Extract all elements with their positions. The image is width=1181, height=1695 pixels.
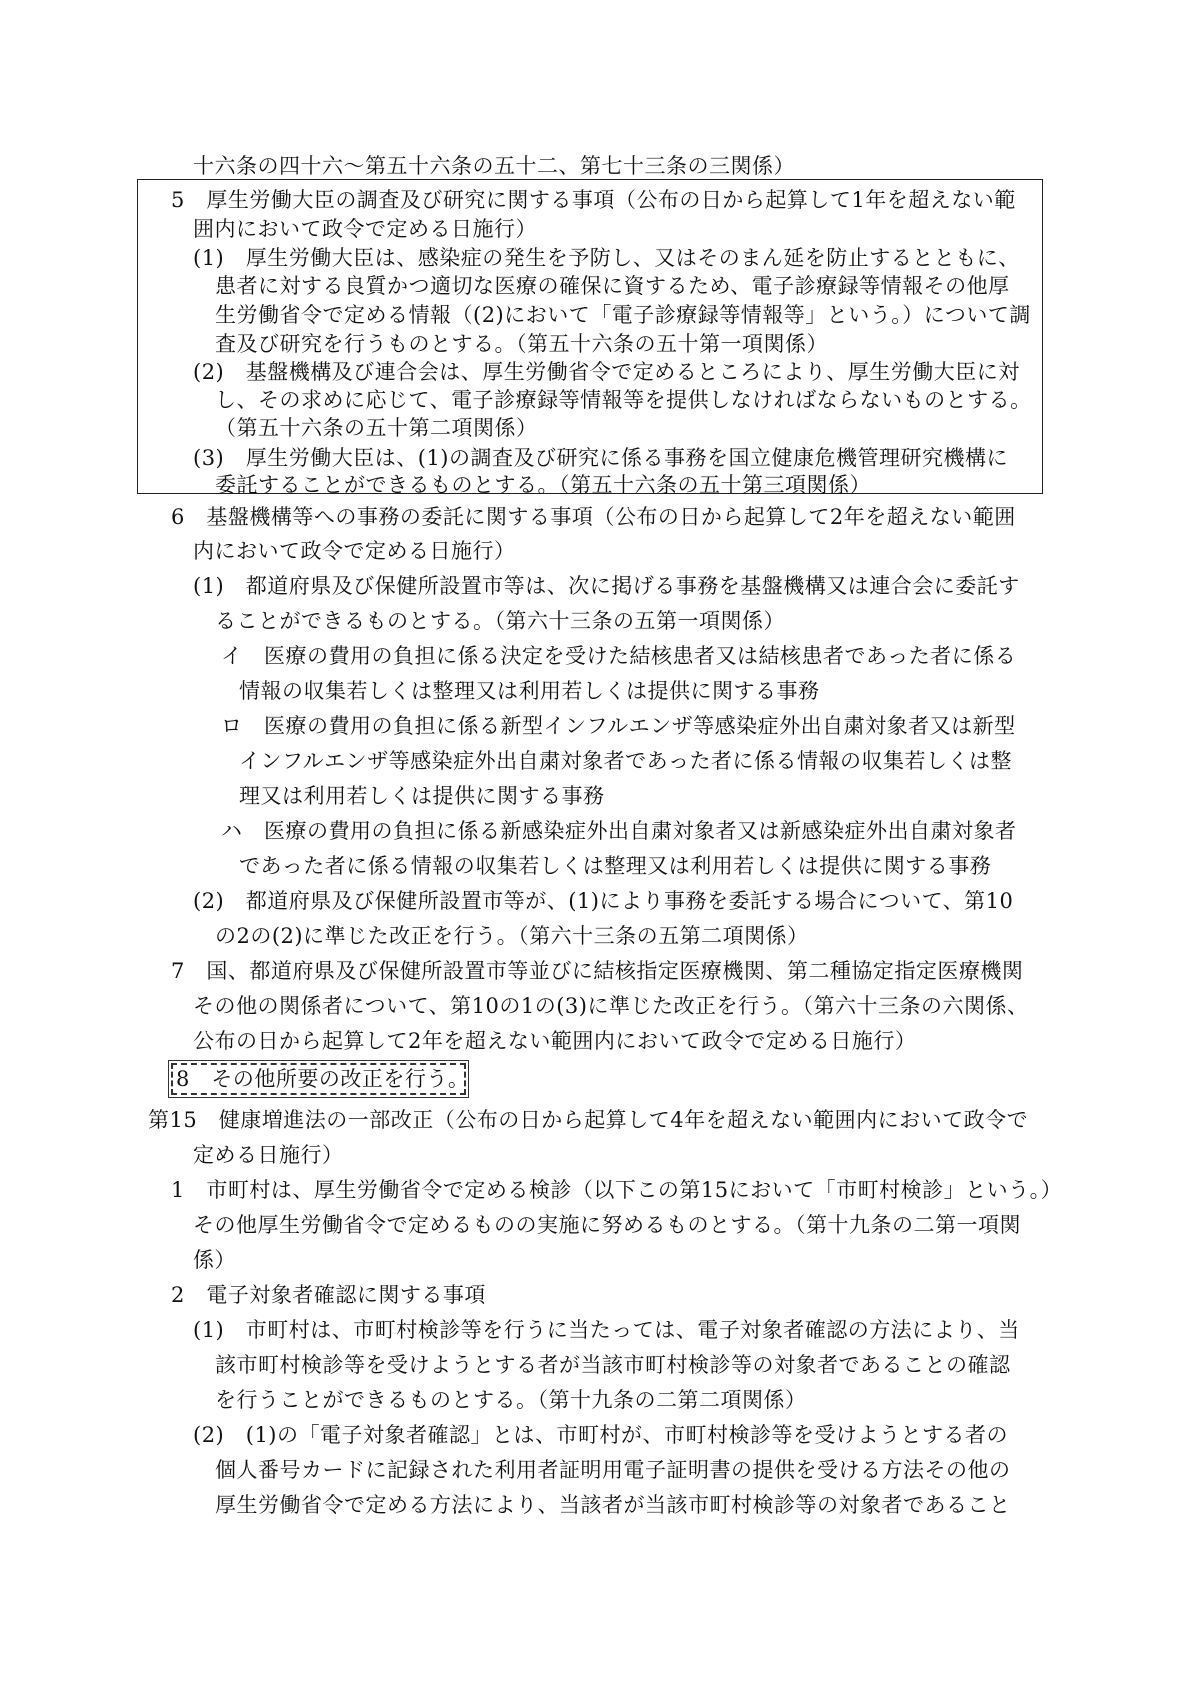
text-line: 2 電子対象者確認に関する事項 — [171, 1283, 486, 1307]
text-line: 理又は利用若しくは提供に関する事務 — [239, 784, 605, 808]
text-line: 1 市町村は、厚生労働省令で定める検診（以下この第15において「市町村検診」という。） — [171, 1178, 1063, 1202]
text-line: インフルエンザ等感染症外出自粛対象者であった者に係る情報の収集若しくは整 — [239, 749, 1012, 773]
text-line: の2の(2)に準じた改正を行う。（第六十三条の五第二項関係） — [215, 924, 809, 948]
text-line: ハ 医療の費用の負担に係る新感染症外出自粛対象者又は新感染症外出自粛対象者 — [221, 819, 1017, 843]
text-line: 係） — [193, 1248, 236, 1272]
text-line: イ 医療の費用の負担に係る決定を受けた結核患者又は結核患者であった者に係る — [221, 644, 1017, 668]
text-line: 内において政令で定める日施行） — [193, 539, 516, 563]
text-line: 査及び研究を行うものとする。（第五十六条の五十第一項関係） — [215, 332, 828, 356]
text-line: (3) 厚生労働大臣は、(1)の調査及び研究に係る事務を国立健康危機管理研究機構に — [193, 446, 1008, 470]
text-line: 8 その他所要の改正を行う。 — [176, 1067, 470, 1091]
text-line: ロ 医療の費用の負担に係る新型インフルエンザ等感染症外出自粛対象者又は新型 — [221, 714, 1016, 738]
text-line: その他厚生労働省令で定めるものの実施に努めるものとする。（第十九条の二第一項関 — [193, 1213, 1021, 1237]
text-line: 委託することができるものとする。（第五十六条の五十第三項関係） — [215, 473, 871, 497]
text-line: 定める日施行） — [193, 1143, 344, 1167]
text-line: 囲内において政令で定める日施行） — [193, 217, 537, 241]
text-line: ることができるものとする。（第六十三条の五第一項関係） — [215, 609, 785, 633]
text-line: (2) 都道府県及び保健所設置市等が、(1)により事務を委託する場合について、第10 — [193, 889, 1014, 913]
text-line: し、その求めに応じて、電子診療録等情報等を提供しなければならないものとする。 — [215, 388, 1032, 412]
text-line: を行うことができるものとする。（第十九条の二第二項関係） — [215, 1388, 807, 1412]
text-line: 5 厚生労働大臣の調査及び研究に関する事項（公布の日から起算して1年を超えない範 — [171, 188, 1016, 212]
text-line: 患者に対する良質かつ適切な医療の確保に資するため、電子診療録等情報その他厚 — [215, 274, 1010, 298]
text-line: 十六条の四十六～第五十六条の五十二、第七十三条の三関係） — [193, 154, 795, 178]
text-line: (2) (1)の「電子対象者確認」とは、市町村が、市町村検診等を受けようとする者の — [193, 1423, 1008, 1447]
text-line: (1) 都道府県及び保健所設置市等は、次に掲げる事務を基盤機構又は連合会に委託す — [193, 574, 1020, 598]
text-line: その他の関係者について、第10の1の(3)に準じた改正を行う。（第六十三条の六関係、 — [193, 994, 1029, 1018]
text-line: 該市町村検診等を受けようとする者が当該市町村検診等の対象者であることの確認 — [215, 1353, 1011, 1377]
text-line: 公布の日から起算して2年を超えない範囲内において政令で定める日施行） — [193, 1029, 917, 1053]
text-line: 生労働省令で定める情報（(2)において「電子診療録等情報等」という。）について調 — [215, 303, 1031, 327]
text-line: 個人番号カードに記録された利用者証明用電子証明書の提供を受ける方法その他の — [215, 1458, 1011, 1482]
text-line: 厚生労働省令で定める方法により、当該者が当該市町村検診等の対象者であること — [215, 1493, 1011, 1517]
text-line: (1) 厚生労働大臣は、感染症の発生を予防し、又はそのまん延を防止するとともに、 — [193, 246, 1020, 270]
text-line: (1) 市町村は、市町村検診等を行うに当たっては、電子対象者確認の方法により、当 — [193, 1318, 1020, 1342]
text-line: であった者に係る情報の収集若しくは整理又は利用若しくは提供に関する事務 — [239, 854, 992, 878]
text-line: (2) 基盤機構及び連合会は、厚生労働省令で定めるところにより、厚生労働大臣に対 — [193, 360, 1020, 384]
text-line: 第15 健康増進法の一部改正（公布の日から起算して4年を超えない範囲内において政令で — [148, 1108, 1029, 1132]
text-line: 情報の収集若しくは整理又は利用若しくは提供に関する事務 — [239, 679, 820, 703]
text-line: （第五十六条の五十第二項関係） — [215, 416, 538, 440]
text-line: 6 基盤機構等への事務の委託に関する事項（公布の日から起算して2年を超えない範囲 — [171, 505, 1016, 529]
text-line: 7 国、都道府県及び保健所設置市等並びに結核指定医療機関、第二種協定指定医療機関 — [171, 959, 1024, 983]
